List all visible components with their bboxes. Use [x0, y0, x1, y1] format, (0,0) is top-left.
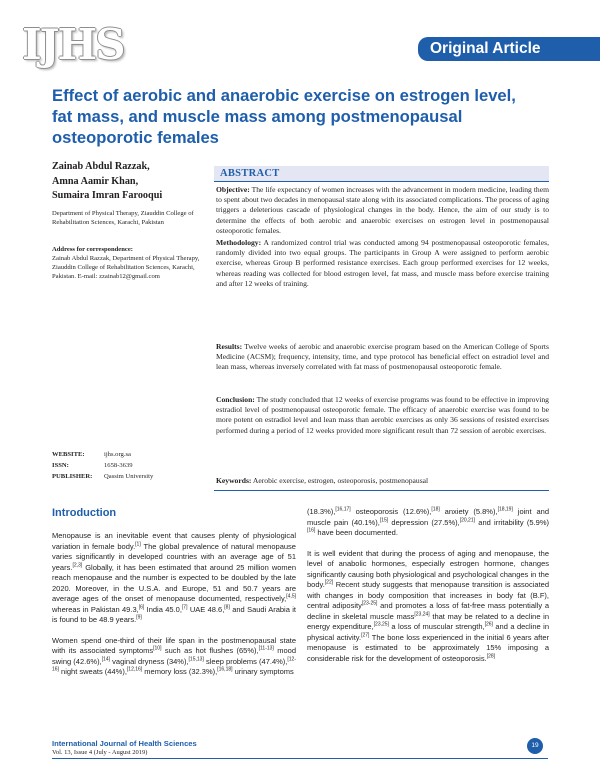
abstract-results [216, 342, 549, 373]
results-text: Twelve weeks of aerobic and anaerobic exercise program based on the American College of Sports Medicine (ACSM); frequency, intensity, time, and type protocol has beneficial effect on estradiol level and lean mass, whereas inversely correlated with fat mass of postmenopausal osteoporotic female. [216, 342, 549, 372]
publication-meta [52, 449, 153, 482]
correspondence-heading: Address for correspondence: [52, 246, 133, 253]
abstract-heading: ABSTRACT [214, 166, 549, 181]
issn-value: 1658-3639 [104, 462, 133, 469]
website-value[interactable]: ijhs.org.sa [104, 451, 131, 458]
author-name: Zainab Abdul Razzak, [52, 161, 150, 172]
article-type-badge: Original Article [418, 37, 600, 61]
abstract-methodology [216, 238, 549, 289]
author-list [52, 160, 207, 204]
methodology-label: Methodology: [216, 238, 262, 247]
footer-divider [52, 758, 548, 759]
conclusion-text: The study concluded that 12 weeks of exercise programs was found to be effective in improving estradiol level of postmenopausal osteoporotic female. The efficacy of anaerobic exercise was found to be more potent on estradiol level and lean mass than aerobic exercises as only 36 sessions of resisted exercises performed during a period of 12 weeks provided more significant result than 72 session of aerobic exercises. [216, 395, 549, 435]
conclusion-label: Conclusion: [216, 395, 255, 404]
intro-paragraph-3: (18.3%),[16,17] osteoporosis (12.6%),[18] anxiety (5.8%),[18,19] joint and muscle pain (40.1%),[15] depression (27.5%),[20,21] and irritability (5.9%)[16] have been documented. [307, 506, 549, 537]
issn-label: ISSN: [52, 462, 69, 469]
abstract-divider [214, 181, 549, 182]
author-name: Amna Aamir Khan, [52, 175, 139, 187]
body-column-left [52, 531, 296, 678]
publisher-label: PUBLISHER: [52, 473, 93, 480]
objective-text: The life expectancy of women increases with the advancement in modern medicine, leading them to spent about two decades in menopausal state along with its associated complications. The process of aging triggers a deleterious cascade of physiological changes in the body. Hence, the aim of our study is to determine the effects of both aerobic and anaerobic exercises on estrogen level in postmenopausal osteoporotic females. [216, 185, 549, 235]
page-number: 19 [527, 738, 543, 754]
results-label: Results: [216, 342, 243, 351]
journal-logo-text: IJHS [22, 20, 124, 69]
intro-paragraph-2: Women spend one-third of their life span in the postmenopausal state with its associated symptoms[10] such as hot flushes (65%),[11-13] mood swing (42.6%),[14] vaginal dryness (34%),[15,13] sleep problems (47.4%),[12-16] night sweats (44%),[12,16] memory loss (32.3%),[16,18] urinary symptoms [52, 635, 297, 676]
keywords-divider [214, 490, 549, 491]
keywords-text: Aerobic exercise, estrogen, osteoporosis, postmenopausal [252, 476, 429, 485]
intro-paragraph-4: It is well evident that during the process of aging and menopause, the level of anabolic hormones, especially estrogen hormone, changes significantly causing both physiological and psychological changes in the body.[22] Recent study suggests that menopause transition is associated with changes in body composition that increases in body fat (B.F), central adiposity[23-25] and promotes a loss of fat-free mass potentially a decline in skeletal muscle mass[23,24] that may be related to a decline in energy expenditure,[23,25] a loss of muscular strength,[26] and a decline in physical activity.[27] The bone loss experienced in the initial 6 years after menopause is estimated to be approximately 15% imposing a considerable risk for the development of osteoporosis.[28] [307, 548, 550, 663]
introduction-heading: Introduction [52, 507, 117, 519]
author-name: Sumaira Imran Farooqui [52, 190, 163, 201]
keywords-label: Keywords: [216, 476, 252, 485]
article-title: Effect of aerobic and anaerobic exercise on estrogen level, fat mass, and muscle mass among postmenopausal osteoporotic females [52, 86, 516, 147]
intro-paragraph-1: Menopause is an inevitable event that causes plenty of physiological variation in female body.[1] The global prevalence of natural menopause varies significantly in developed countries with an average age of 51 years.[2,3] Globally, it has been estimated that around 25 million women reach menopause and the number is expected to be doubled by the late 2020. Moreover, in the U.S.A. and Europe, 51 and 50.7 years are average ages of the onset of menopause documented, respectively,[4,5] whereas in Pakistan 49.3,[6] India 45.0,[7] UAE 48.6,[8] and Saudi Arabia it is found to be 48.9 years.[9] [52, 531, 296, 624]
body-column-right [307, 507, 549, 664]
publisher-value: Qassim University [104, 473, 154, 480]
journal-logo [22, 20, 124, 78]
abstract-keywords [216, 476, 549, 486]
footer-journal-name: International Journal of Health Sciences [52, 739, 197, 748]
abstract-objective [216, 185, 549, 236]
affiliation: Department of Physical Therapy, Ziauddin College of Rehabilitation Sciences, Karachi, Pakistan [52, 210, 194, 226]
abstract-conclusion [216, 395, 549, 436]
correspondence-text: Zainab Abdul Razzak, Department of Physical Therapy, Ziauddin College of Rehabilitation Sciences, Karachi, Pakistan. E-mail: zzainab12@gmail.com [52, 255, 200, 280]
footer-volume: Vol. 13, Issue 4 (July - August 2019) [52, 749, 148, 756]
methodology-text: A randomized control trial was conducted among 94 postmenopausal osteoporotic females, randomly divided into two equal groups. The participants in Group A were assigned to perform aerobic exercise, whereas Group B performed resistance exercises. Each group performed exercises for 12 weeks, whereas reading was collected for blood estrogen level, fat mass, and muscle mass before exercise training and after 12 weeks of training. [216, 238, 549, 288]
objective-label: Objective: [216, 185, 250, 194]
website-label: WEBSITE: [52, 451, 85, 458]
